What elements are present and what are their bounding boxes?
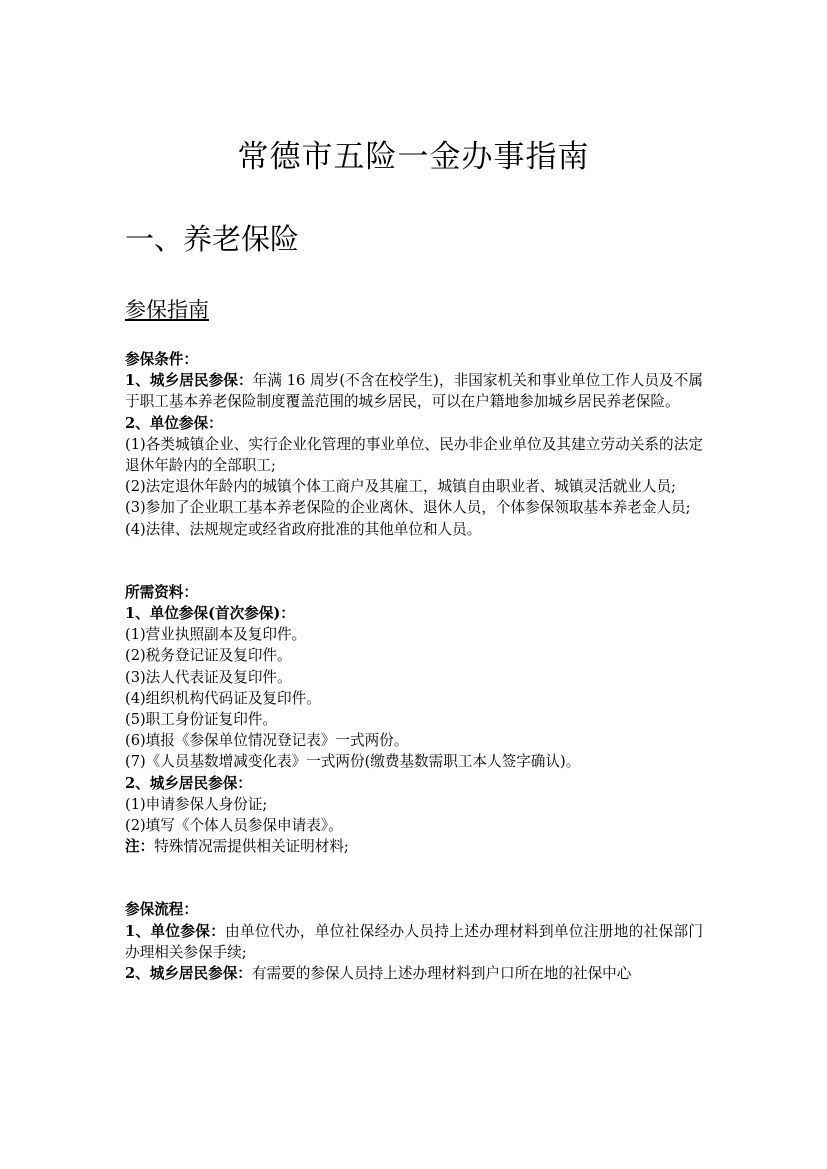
process-item-1-label: 1、单位参保： [125, 922, 226, 940]
materials-line: (1)申请参保人身份证; [125, 795, 268, 813]
materials-note [125, 836, 703, 857]
conditions-heading: 参保条件： [125, 351, 198, 368]
condition-item-2-label: 2、单位参保： [125, 414, 223, 432]
materials-note-label: 注： [125, 838, 155, 856]
materials-line: (7)《人员基数增减变化表》一式两份(缴费基数需职工本人签字确认)。 [125, 753, 581, 771]
section-heading-pension: 一、养老保险 [125, 222, 300, 256]
materials-heading: 所需资料： [125, 583, 198, 601]
condition-line: (2)法定退休年龄内的城镇个体工商户及其雇工，城镇自由职业者、城镇灵活就业人员; [125, 478, 676, 496]
materials-note-text: 特殊情况需提供相关证明材料; [154, 838, 349, 856]
condition-item-1 [125, 370, 703, 412]
condition-line: (3)参加了企业职工基本养老保险的企业离休、退休人员，个体参保领取基本养老金人员; [125, 499, 691, 517]
materials-line: (3)法人代表证及复印件。 [125, 668, 292, 686]
materials-line: (6)填报《参保单位情况登记表》一式两份。 [125, 732, 409, 750]
materials-line: (4)组织机构代码证及复印件。 [125, 689, 321, 707]
process-item-1-text: 由单位代办，单位社保经办人员持上述办理材料到单位注册地的社保部门办理相关参保手续; [125, 922, 703, 961]
document-body [125, 349, 703, 984]
document-title: 常德市五险一金办事指南 [237, 139, 590, 175]
materials-line: (1)营业执照副本及复印件。 [125, 626, 307, 644]
materials-item-2-label: 2、城乡居民参保： [125, 774, 252, 792]
condition-line: (4)法律、法规规定或经省政府批准的其他单位和人员。 [125, 520, 482, 538]
spacer [125, 540, 703, 582]
spacer [125, 857, 703, 899]
materials-line: (2)填写《个体人员参保申请表》。 [125, 817, 343, 835]
process-heading: 参保流程： [125, 901, 198, 919]
condition-item-1-text: 年满 16 周岁(不含在校学生)，非国家机关和事业单位工作人员及不属于职工基本养老保险制度覆盖范围的城乡居民，可以在户籍地参加城乡居民养老保险。 [125, 372, 703, 411]
process-item-2-text: 有需要的参保人员持上述办理材料到户口所在地的社保中心 [251, 965, 632, 983]
materials-line: (5)职工身份证复印件。 [125, 711, 278, 729]
process-item-2 [125, 963, 703, 984]
process-item-2-label: 2、城乡居民参保： [125, 965, 252, 983]
condition-line: (1)各类城镇企业、实行企业化管理的事业单位、民办非企业单位及其建立劳动关系的法定退休年龄内的全部职工; [125, 435, 703, 475]
sub-heading-guide: 参保指南 [125, 298, 209, 322]
materials-item-1-label: 1、单位参保(首次参保)： [125, 605, 295, 623]
process-item-1 [125, 921, 703, 963]
materials-line: (2)税务登记证及复印件。 [125, 647, 292, 665]
condition-item-1-label: 1、城乡居民参保： [125, 372, 253, 390]
